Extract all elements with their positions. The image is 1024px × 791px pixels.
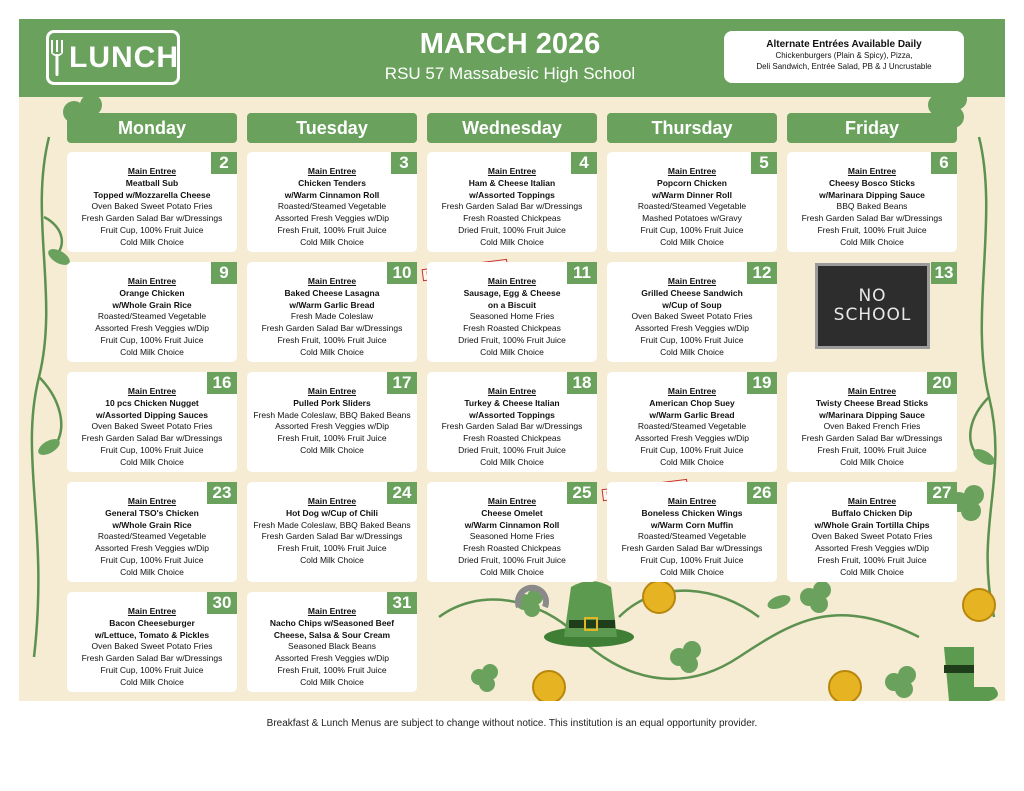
- menu-side-item: Dried Fruit, 100% Fruit Juice: [458, 224, 566, 235]
- menu-side-item: Fresh Fruit, 100% Fruit Juice: [817, 224, 927, 235]
- menu-side-item: Fresh Made Coleslaw: [290, 311, 374, 322]
- menu-side-item: Fresh Made Coleslaw, BBQ Baked Beans: [253, 409, 411, 420]
- alternate-entrees-line: Chickenburgers (Plain & Spicy), Pizza,: [775, 51, 913, 60]
- menu-items: [247, 496, 417, 567]
- main-entree-label: Main Entree: [667, 166, 717, 176]
- calendar-day: [607, 262, 777, 362]
- menu-side-item: Oven Baked Sweet Potato Fries: [631, 311, 753, 322]
- menu-side-item: Seasoned Home Fries: [469, 311, 555, 322]
- calendar-day: [787, 372, 957, 472]
- main-entree-label: Main Entree: [127, 276, 177, 286]
- menu-side-item: Oven Baked Sweet Potato Fries: [91, 641, 213, 652]
- entree-name: w/Warm Corn Muffin: [650, 519, 734, 530]
- main-entree-label: Main Entree: [487, 166, 537, 176]
- entree-name: Bacon Cheeseburger: [109, 617, 195, 628]
- entree-name: w/Warm Garlic Bread: [289, 299, 375, 310]
- menu-side-item: Fresh Garden Salad Bar w/Dressings: [441, 201, 583, 212]
- date-number: 10: [387, 262, 417, 284]
- alternate-entrees-title: Alternate Entrées Available Daily: [766, 39, 922, 50]
- menu-side-item: Cold Milk Choice: [660, 456, 724, 467]
- day-header-wednesday: Wednesday: [427, 113, 597, 143]
- no-school-text: SCHOOL: [833, 305, 912, 325]
- footer-disclaimer: Breakfast & Lunch Menus are subject to change without notice. This institution is an equal opportunity provider.: [266, 718, 758, 729]
- menu-side-item: Roasted/Steamed Vegetable: [637, 421, 747, 432]
- menu-side-item: Fresh Garden Salad Bar w/Dressings: [81, 213, 223, 224]
- menu-side-item: Cold Milk Choice: [840, 236, 904, 247]
- entree-name: Nacho Chips w/Seasoned Beef: [269, 617, 395, 628]
- menu-side-item: Fruit Cup, 100% Fruit Juice: [100, 554, 204, 565]
- menu-side-item: Cold Milk Choice: [300, 676, 364, 687]
- menu-side-item: Cold Milk Choice: [480, 346, 544, 357]
- entree-name: Cheese, Salsa & Sour Cream: [273, 629, 391, 640]
- alternate-entrees-box: [724, 31, 964, 83]
- menu-side-item: Fresh Garden Salad Bar w/Dressings: [621, 543, 763, 554]
- menu-side-item: Seasoned Home Fries: [469, 531, 555, 542]
- menu-side-item: Assorted Fresh Veggies w/Dip: [95, 323, 209, 334]
- date-number: 5: [751, 152, 777, 174]
- calendar-day: [607, 152, 777, 252]
- main-entree-label: Main Entree: [307, 386, 357, 396]
- lunch-logo: [46, 30, 180, 85]
- main-entree-label: Main Entree: [847, 166, 897, 176]
- menu-side-item: Fruit Cup, 100% Fruit Juice: [100, 224, 204, 235]
- entree-name: Orange Chicken: [119, 287, 185, 298]
- menu-items: [427, 386, 597, 469]
- day-header-friday: Friday: [787, 113, 957, 143]
- date-number: 19: [747, 372, 777, 394]
- date-number: 16: [207, 372, 237, 394]
- calendar-day: [247, 482, 417, 582]
- main-entree-label: Main Entree: [127, 166, 177, 176]
- calendar-day: [787, 152, 957, 252]
- menu-side-item: Oven Baked Sweet Potato Fries: [811, 531, 933, 542]
- menu-items: [67, 386, 237, 469]
- entree-name: Meatball Sub: [125, 177, 179, 188]
- calendar-day: [427, 262, 597, 362]
- calendar-day: [67, 482, 237, 582]
- menu-side-item: Fresh Fruit, 100% Fruit Juice: [277, 664, 387, 675]
- calendar-day: [427, 482, 597, 582]
- page-title: MARCH 2026: [419, 28, 601, 60]
- menu-side-item: Seasoned Black Beans: [288, 641, 376, 652]
- entree-name: w/Warm Cinnamon Roll: [284, 189, 380, 200]
- entree-name: w/Whole Grain Tortilla Chips: [814, 519, 930, 530]
- menu-side-item: Assorted Fresh Veggies w/Dip: [275, 653, 389, 664]
- entree-name: General TSO's Chicken: [105, 507, 199, 518]
- menu-items: [247, 606, 417, 689]
- menu-side-item: Fresh Roasted Chickpeas: [463, 323, 561, 334]
- calendar-day: [67, 372, 237, 472]
- date-number: 24: [387, 482, 417, 504]
- menu-side-item: Dried Fruit, 100% Fruit Juice: [458, 334, 566, 345]
- entree-name: Hot Dog w/Cup of Chili: [285, 507, 379, 518]
- menu-side-item: Fresh Garden Salad Bar w/Dressings: [801, 213, 943, 224]
- calendar-day: [247, 152, 417, 252]
- menu-side-item: Cold Milk Choice: [120, 236, 184, 247]
- menu-side-item: Cold Milk Choice: [300, 236, 364, 247]
- date-number: 13: [931, 262, 957, 284]
- menu-side-item: Fruit Cup, 100% Fruit Juice: [640, 554, 744, 565]
- menu-side-item: Assorted Fresh Veggies w/Dip: [275, 421, 389, 432]
- menu-side-item: Cold Milk Choice: [840, 566, 904, 577]
- entree-name: Baked Cheese Lasagna: [284, 287, 380, 298]
- entree-name: w/Assorted Toppings: [469, 409, 555, 420]
- calendar-day: [427, 152, 597, 252]
- menu-side-item: Cold Milk Choice: [120, 346, 184, 357]
- menu-side-item: Assorted Fresh Veggies w/Dip: [635, 323, 749, 334]
- day-header-monday: Monday: [67, 113, 237, 143]
- menu-side-item: Cold Milk Choice: [120, 676, 184, 687]
- date-number: 9: [211, 262, 237, 284]
- menu-side-item: Oven Baked Sweet Potato Fries: [91, 201, 213, 212]
- menu-items: [427, 166, 597, 249]
- entree-name: American Chop Suey: [649, 397, 735, 408]
- menu-side-item: Cold Milk Choice: [840, 456, 904, 467]
- main-entree-label: Main Entree: [307, 496, 357, 506]
- menu-side-item: Dried Fruit, 100% Fruit Juice: [458, 444, 566, 455]
- entree-name: w/Whole Grain Rice: [112, 519, 192, 530]
- menu-side-item: Fruit Cup, 100% Fruit Juice: [100, 664, 204, 675]
- menu-items: [787, 386, 957, 469]
- menu-side-item: Fresh Garden Salad Bar w/Dressings: [261, 531, 403, 542]
- menu-items: [787, 496, 957, 579]
- date-number: 2: [211, 152, 237, 174]
- alternate-entrees-line: Deli Sandwich, Entrée Salad, PB & J Uncrustable: [756, 62, 932, 71]
- menu-side-item: Fresh Fruit, 100% Fruit Juice: [277, 224, 387, 235]
- menu-side-item: BBQ Baked Beans: [836, 201, 908, 212]
- menu-side-item: Fruit Cup, 100% Fruit Juice: [640, 444, 744, 455]
- date-number: 27: [927, 482, 957, 504]
- menu-side-item: Fresh Fruit, 100% Fruit Juice: [817, 444, 927, 455]
- entree-name: Cheesy Bosco Sticks: [829, 177, 915, 188]
- menu-side-item: Fruit Cup, 100% Fruit Juice: [100, 444, 204, 455]
- calendar-day: [67, 592, 237, 692]
- menu-side-item: Assorted Fresh Veggies w/Dip: [635, 433, 749, 444]
- menu-items: [607, 496, 777, 579]
- main-entree-label: Main Entree: [847, 496, 897, 506]
- date-number: 23: [207, 482, 237, 504]
- menu-side-item: Fresh Roasted Chickpeas: [463, 543, 561, 554]
- entree-name: w/Warm Garlic Bread: [649, 409, 735, 420]
- calendar-day: [607, 372, 777, 472]
- menu-side-item: Cold Milk Choice: [300, 444, 364, 455]
- main-entree-label: Main Entree: [667, 276, 717, 286]
- entree-name: Pulled Pork Sliders: [293, 397, 371, 408]
- menu-items: [427, 276, 597, 359]
- menu-side-item: Cold Milk Choice: [660, 236, 724, 247]
- date-number: 26: [747, 482, 777, 504]
- menu-side-item: Cold Milk Choice: [480, 566, 544, 577]
- entree-name: w/Lettuce, Tomato & Pickles: [94, 629, 210, 640]
- school-name: RSU 57 Massabesic High School: [384, 64, 636, 83]
- menu-side-item: Fruit Cup, 100% Fruit Juice: [100, 334, 204, 345]
- entree-name: 10 pcs Chicken Nugget: [105, 397, 199, 408]
- entree-name: Twisty Cheese Bread Sticks: [815, 397, 929, 408]
- menu-items: [67, 276, 237, 359]
- calendar-day: [787, 262, 957, 362]
- menu-side-item: Assorted Fresh Veggies w/Dip: [275, 213, 389, 224]
- menu-side-item: Fresh Garden Salad Bar w/Dressings: [261, 323, 403, 334]
- menu-side-item: Fresh Roasted Chickpeas: [463, 433, 561, 444]
- menu-side-item: Fruit Cup, 100% Fruit Juice: [640, 334, 744, 345]
- date-number: 17: [387, 372, 417, 394]
- menu-side-item: Fresh Garden Salad Bar w/Dressings: [441, 421, 583, 432]
- menu-side-item: Roasted/Steamed Vegetable: [637, 531, 747, 542]
- calendar-day: [787, 482, 957, 582]
- menu-side-item: Cold Milk Choice: [120, 566, 184, 577]
- main-entree-label: Main Entree: [487, 276, 537, 286]
- menu-side-item: Fresh Fruit, 100% Fruit Juice: [277, 543, 387, 554]
- calendar-day: [247, 372, 417, 472]
- date-number: 6: [931, 152, 957, 174]
- menu-side-item: Assorted Fresh Veggies w/Dip: [815, 543, 929, 554]
- entree-name: Grilled Cheese Sandwich: [641, 287, 743, 298]
- date-number: 31: [387, 592, 417, 614]
- menu-side-item: Roasted/Steamed Vegetable: [97, 531, 207, 542]
- main-entree-label: Main Entree: [307, 276, 357, 286]
- day-header-thursday: Thursday: [607, 113, 777, 143]
- entree-name: w/Assorted Dipping Sauces: [96, 409, 208, 420]
- date-number: 12: [747, 262, 777, 284]
- menu-side-item: Cold Milk Choice: [480, 456, 544, 467]
- no-school-text: NO: [858, 286, 887, 306]
- menu-items: [247, 386, 417, 457]
- logo-text: LUNCH: [69, 40, 179, 74]
- date-number: 20: [927, 372, 957, 394]
- entree-name: w/Marinara Dipping Sauce: [819, 189, 925, 200]
- menu-side-item: Cold Milk Choice: [300, 554, 364, 565]
- fork-icon: [49, 33, 65, 82]
- date-number: 18: [567, 372, 597, 394]
- entree-name: Buffalo Chicken Dip: [831, 507, 913, 518]
- menu-side-item: Oven Baked Sweet Potato Fries: [91, 421, 213, 432]
- menu-items: [67, 166, 237, 249]
- menu-items: [427, 496, 597, 579]
- menu-side-item: Cold Milk Choice: [660, 566, 724, 577]
- menu-items: [607, 166, 777, 249]
- calendar-day: [607, 482, 777, 582]
- entree-name: Turkey & Cheese Italian: [464, 397, 560, 408]
- main-entree-label: Main Entree: [487, 386, 537, 396]
- menu-side-item: Fruit Cup, 100% Fruit Juice: [640, 224, 744, 235]
- entree-name: w/Cup of Soup: [662, 299, 722, 310]
- menu-side-item: Dried Fruit, 100% Fruit Juice: [458, 554, 566, 565]
- menu-side-item: Roasted/Steamed Vegetable: [97, 311, 207, 322]
- menu-items: [247, 166, 417, 249]
- menu-side-item: Fresh Garden Salad Bar w/Dressings: [81, 433, 223, 444]
- menu-items: [247, 276, 417, 359]
- main-entree-label: Main Entree: [667, 386, 717, 396]
- menu-side-item: Oven Baked French Fries: [823, 421, 921, 432]
- entree-name: w/Marinara Dipping Sauce: [819, 409, 925, 420]
- entree-name: Topped w/Mozzarella Cheese: [93, 189, 211, 200]
- entree-name: Ham & Cheese Italian: [468, 177, 556, 188]
- menu-side-item: Fresh Fruit, 100% Fruit Juice: [817, 554, 927, 565]
- date-number: 25: [567, 482, 597, 504]
- entree-name: w/Warm Cinnamon Roll: [464, 519, 560, 530]
- calendar-day: [67, 152, 237, 252]
- menu-items: [787, 166, 957, 249]
- entree-name: Sausage, Egg & Cheese: [463, 287, 561, 298]
- menu-side-item: Fresh Fruit, 100% Fruit Juice: [277, 433, 387, 444]
- menu-side-item: Roasted/Steamed Vegetable: [277, 201, 387, 212]
- entree-name: on a Biscuit: [487, 299, 537, 310]
- main-entree-label: Main Entree: [127, 496, 177, 506]
- menu-side-item: Cold Milk Choice: [120, 456, 184, 467]
- menu-side-item: Cold Milk Choice: [300, 346, 364, 357]
- entree-name: Chicken Tenders: [298, 177, 366, 188]
- menu-items: [607, 386, 777, 469]
- date-number: 3: [391, 152, 417, 174]
- menu-side-item: Fresh Roasted Chickpeas: [463, 213, 561, 224]
- calendar-day: [247, 592, 417, 692]
- entree-name: Boneless Chicken Wings: [641, 507, 743, 518]
- calendar-day: [247, 262, 417, 362]
- menu-side-item: Roasted/Steamed Vegetable: [637, 201, 747, 212]
- main-entree-label: Main Entree: [487, 496, 537, 506]
- menu-side-item: Assorted Fresh Veggies w/Dip: [95, 543, 209, 554]
- main-entree-label: Main Entree: [127, 386, 177, 396]
- calendar-day: [67, 262, 237, 362]
- date-number: 30: [207, 592, 237, 614]
- date-number: 4: [571, 152, 597, 174]
- entree-name: Popcorn Chicken: [657, 177, 727, 188]
- entree-name: w/Whole Grain Rice: [112, 299, 192, 310]
- main-entree-label: Main Entree: [847, 386, 897, 396]
- menu-side-item: Mashed Potatoes w/Gravy: [642, 213, 742, 224]
- menu-side-item: Fresh Made Coleslaw, BBQ Baked Beans: [253, 519, 411, 530]
- menu-side-item: Fresh Garden Salad Bar w/Dressings: [801, 433, 943, 444]
- day-header-tuesday: Tuesday: [247, 113, 417, 143]
- main-entree-label: Main Entree: [307, 166, 357, 176]
- menu-items: [67, 606, 237, 689]
- date-number: 11: [567, 262, 597, 284]
- entree-name: w/Warm Dinner Roll: [652, 189, 732, 200]
- menu-side-item: Cold Milk Choice: [660, 346, 724, 357]
- menu-items: [607, 276, 777, 359]
- menu-side-item: Fresh Fruit, 100% Fruit Juice: [277, 334, 387, 345]
- main-entree-label: Main Entree: [667, 496, 717, 506]
- menu-side-item: Cold Milk Choice: [480, 236, 544, 247]
- menu-items: [67, 496, 237, 579]
- menu-side-item: Fresh Garden Salad Bar w/Dressings: [81, 653, 223, 664]
- calendar-day: [427, 372, 597, 472]
- main-entree-label: Main Entree: [127, 606, 177, 616]
- entree-name: Cheese Omelet: [481, 507, 543, 518]
- main-entree-label: Main Entree: [307, 606, 357, 616]
- entree-name: w/Assorted Toppings: [469, 189, 555, 200]
